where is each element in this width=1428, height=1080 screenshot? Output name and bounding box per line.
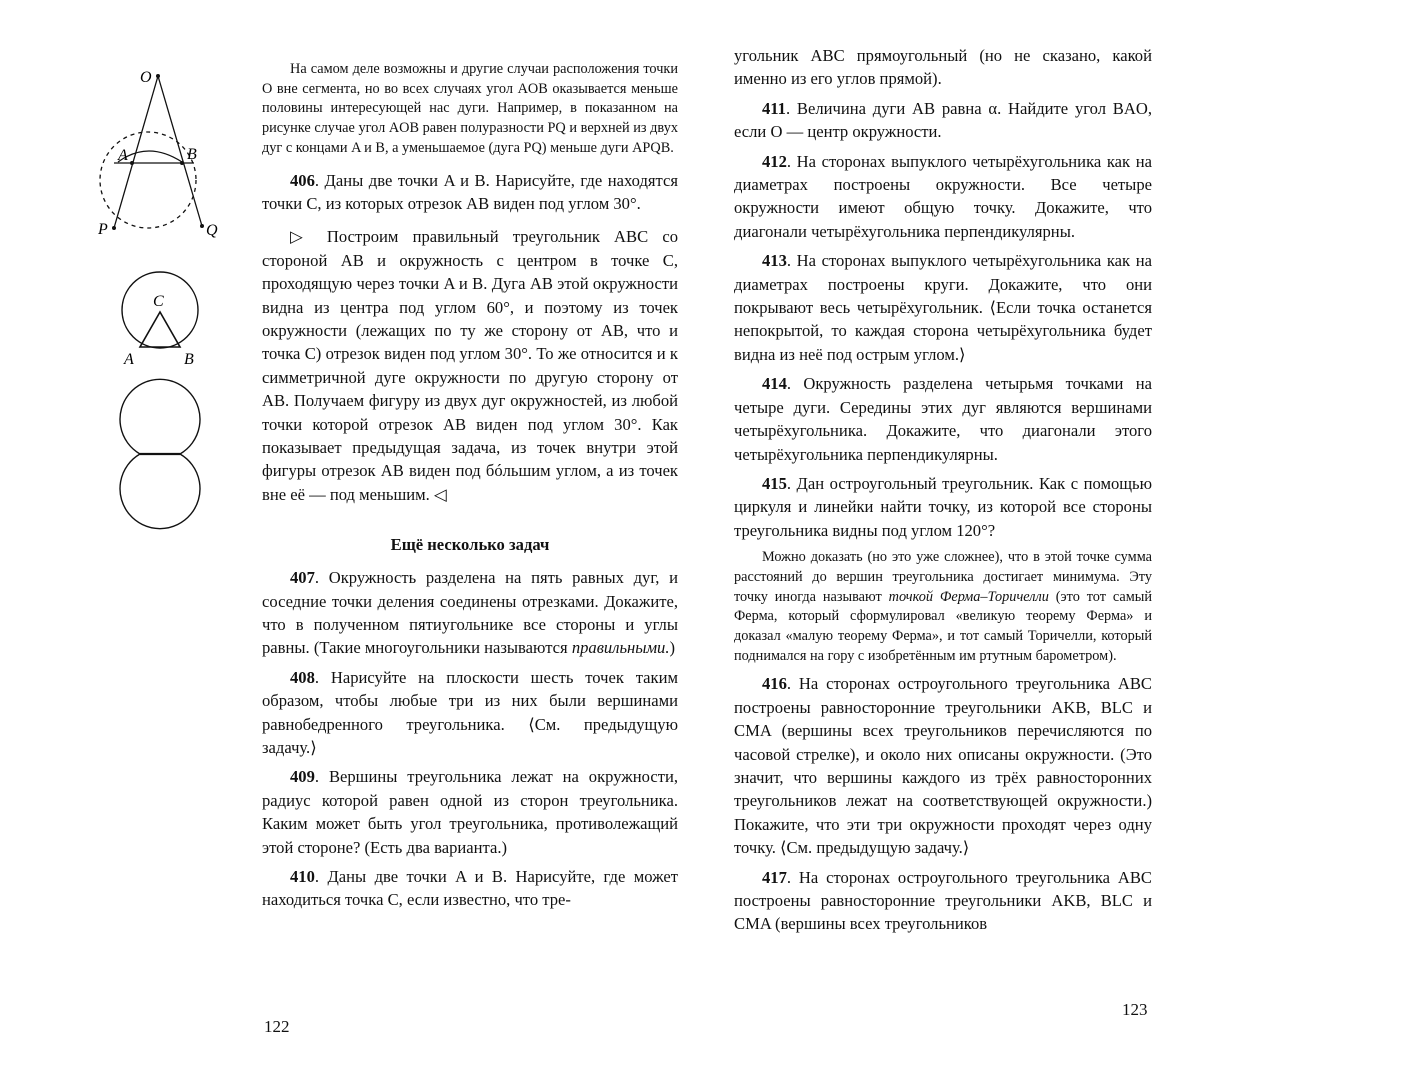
problem-number: 408 [290,667,315,687]
label-b: B [187,146,197,163]
label-a: A [118,147,128,164]
term-fermat-torricelli: точкой Ферма–Торичелли [888,588,1049,605]
problem-text: . Вершины треугольника лежат на окружности, радиус которой равен одной из сторон треугольника. Каким может быть угол треугольника, противолежащий этой стороне? (Есть два варианта.) [262,767,678,857]
label-o: O [140,69,152,86]
figure-two-arcs [114,376,214,556]
problem-407 [262,566,678,660]
page-number-left: 122 [264,1017,290,1036]
term-regular: правильными. [571,638,670,658]
problem-text: . Нарисуйте на плоскости шесть точек таким образом, чтобы любые три из них были вершинами равнобедренного треугольника. ⟨См. предыдущую задачу.⟩ [262,667,678,758]
problem-text: . На сторонах остроугольного треугольника ABC построены равносторонние треугольники AKB, BLC и CMA (вершины всех треугольников перечисляются по часовой стрелке), и около них описаны окружности. (Это значит, что вершины каждого из трёх равносторонних треугольников лежат на соответствующей окружности.) Покажите, что эти три окружности проходят через одну точку. ⟨См. предыдущую задачу.⟩ [734,674,1152,858]
problem-number: 417 [762,867,787,887]
problem-412 [734,150,1152,244]
problem-410 [262,865,678,912]
problem-number: 411 [762,98,786,118]
problem-408 [262,666,678,760]
problem-415 [734,472,1152,542]
dashed-circle [100,132,196,228]
figure-triangle-in-circle [116,270,216,370]
problem-416 [734,672,1152,859]
problem-number: 416 [762,674,787,694]
label-q: Q [206,222,218,239]
label-a2: A [124,351,134,368]
lower-arc [120,454,200,529]
problem-number: 414 [762,374,787,394]
remark-small: На самом деле возможны и другие случаи расположения точки O вне сегмента, но во всех случаях угол AOB оказывается меньше половины интересующей нас дуги. Например, в показанном на рисунке случае угол AOB равен полуразности PQ и верхней из двух дуг с концами A и B, а уменьшаемое (дуга PQ) меньше дуги APQB. [262,61,678,156]
problem-409 [262,765,678,859]
problem-413 [734,249,1152,366]
remark-text: Можно доказать (но это уже сложнее), что в этой точке сумма расстояний до вершин треугольника достигает минимума. Эту точку иногда называют [734,549,1152,605]
problem-417 [734,866,1152,936]
left-page-text [262,60,678,912]
remark-text-tail: (это тот самый Ферма, который сформулировал «великую теорему Ферма» и доказал «малую теорему Ферма», и тот самый Торичелли, который поднимался на гору с изобретённым им ртутным барометром). [734,588,1153,664]
upper-arc [120,379,200,454]
label-c: C [153,293,164,310]
figure-angle-aob [92,62,242,252]
problem-411 [734,97,1152,144]
problem-number: 407 [290,568,315,588]
triangle-abc [140,312,180,347]
problem-number: 410 [290,867,315,887]
problem-text: . На сторонах выпуклого четырёхугольника как на диаметрах построены окружности. Все четыре окружности имеют общую точку. Докажите, что диагонали четырёхугольника перпендикулярны. [734,151,1152,241]
problem-number: 413 [762,251,787,271]
problem-text-tail: ) [669,638,676,658]
problem-406 [262,169,678,216]
problem-text: . Величина дуги AB равна α. Найдите угол BAO, если O — центр окружности. [734,98,1152,142]
problem-text: . На сторонах остроугольного треугольника ABC построены равносторонние треугольники AKB, BLC и CMA (вершины всех треугольников [734,867,1152,934]
problem-414 [734,372,1152,466]
problem-text: . На сторонах выпуклого четырёхугольника как на диаметрах построены круги. Докажите, что они покрывают весь четырёхугольник. ⟨Если точка останется непокрытой, то каждая сторона четырёхугольника будет видна из неё под острым углом.⟩ [734,251,1152,364]
remark-415 [734,548,1152,666]
right-page-text [734,44,1152,936]
problem-text: . Даны две точки A и B. Нарисуйте, где находятся точки C, из которых отрезок AB виден под углом 30°. [262,170,678,213]
problem-text: . Окружность разделена на пять равных дуг, и соседние точки деления соединены отрезками. Докажите, что в полученном пятиугольнике все стороны и углы равны. (Такие многоугольники называются [262,568,678,658]
problem-number: 409 [290,767,315,787]
problem-text: . Окружность разделена четырьмя точками на четыре дуги. Середины этих дуг являются вершинами четырёхугольника. Докажите, что диагонали этого четырёхугольника перпендикулярны. [734,374,1152,464]
problem-number: 415 [762,473,787,493]
problem-text: . Дан остроугольный треугольник. Как с помощью циркуля и линейки найти точку, из которой все стороны треугольника видны под углом 120°? [734,473,1152,540]
label-p: P [98,221,108,238]
problem-410-continued: угольник ABC прямоугольный (но не сказано, какой именно из его углов прямой). [734,46,1152,89]
problem-text: . Даны две точки A и B. Нарисуйте, где может находиться точка C, если известно, что тре- [262,867,678,910]
circle-c [122,272,198,348]
solution-406: ▷ Построим правильный треугольник ABC со стороной AB и окружность с центром в точке C, проходящую через точки A и B. Дуга AB этой окружности видна из центра под углом 60°, и поэтому из точек окружности (лежащих по ту же сторону от AB, что и точка C) отрезок виден под углом 30°. То же относится и к симметричной дуге окружности по другую сторону от AB. Получаем фигуру из двух дуг окружностей, из любой точки которой отрезок AB виден под углом 30°. Как показывает предыдущая задача, из точек внутри этой фигуры отрезок AB виден под бóльшим углом, а из точек вне её — под меньшим. ◁ [262,227,678,504]
label-b2: B [184,351,194,368]
problem-number: 406 [290,170,315,190]
section-title: Ещё несколько задач [390,535,550,555]
problem-number: 412 [762,151,787,171]
page-number-right: 123 [1122,1000,1148,1019]
